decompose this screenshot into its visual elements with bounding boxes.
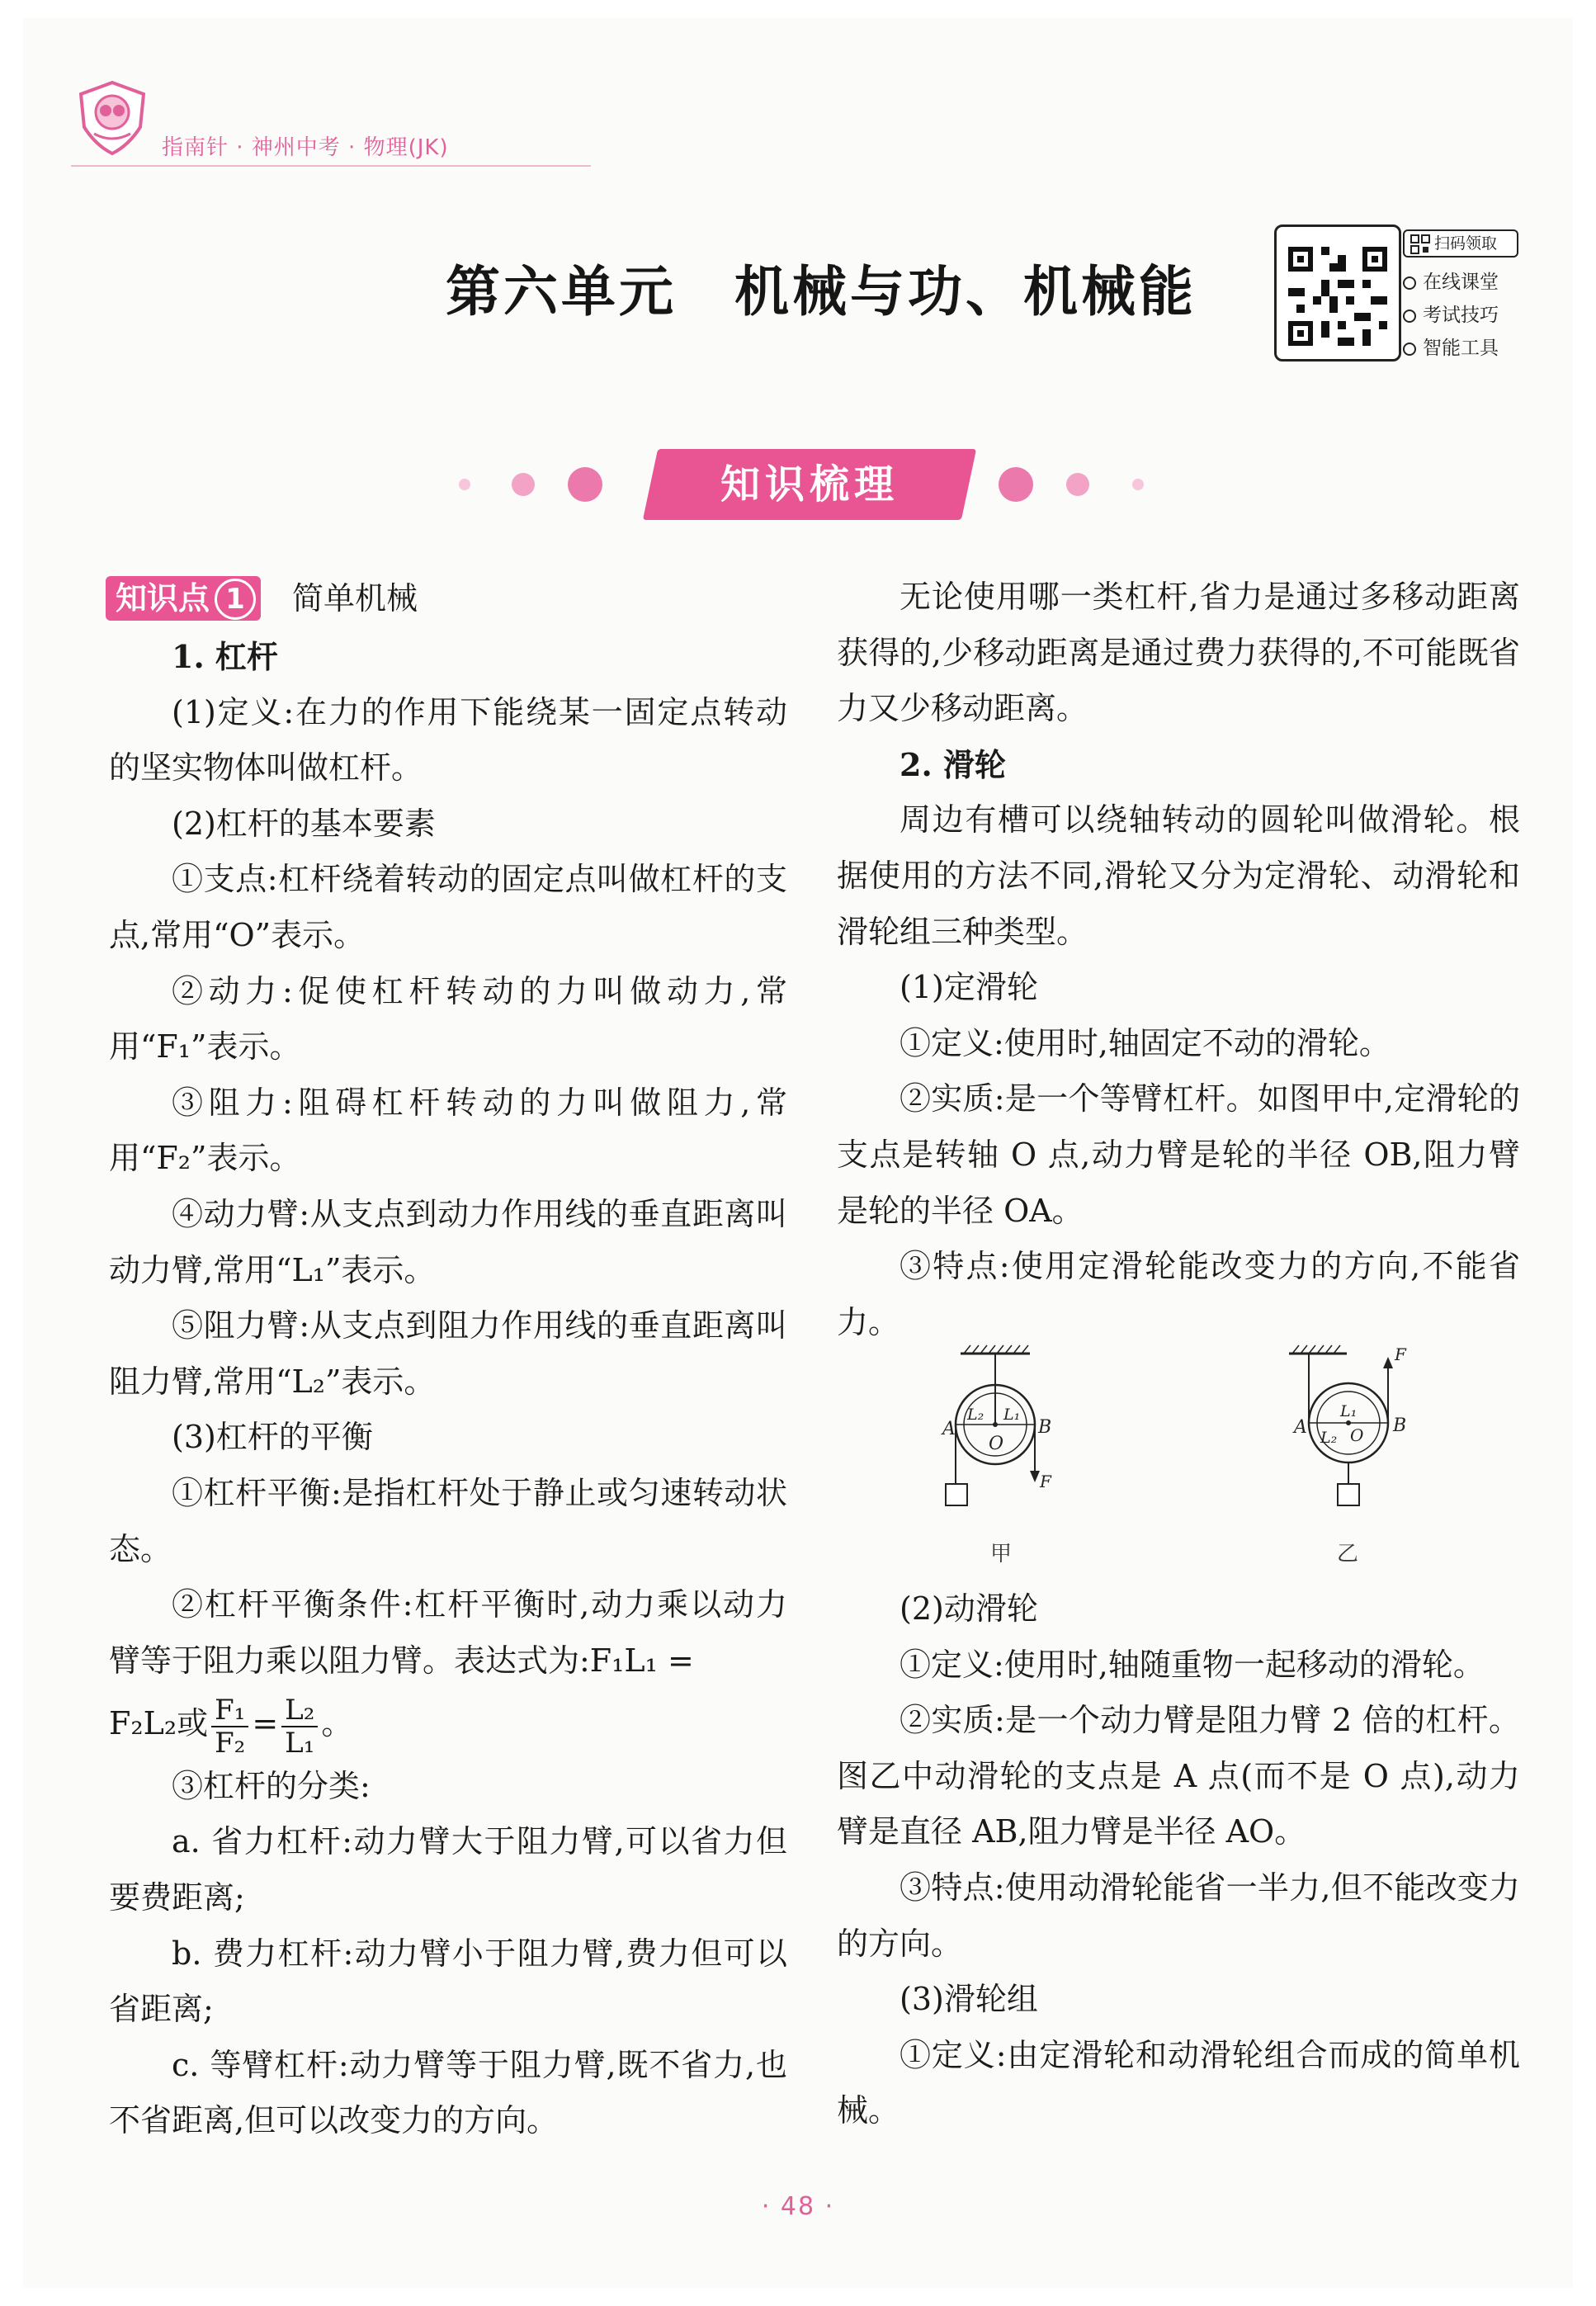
qr-feature-item: 智能工具: [1403, 332, 1499, 365]
paragraph: (1)定义:在力的作用下能绕某一固定点转动的坚实物体叫做杠杆。: [109, 693, 787, 787]
paragraph: ③阻力:阻碍杠杆转动的力叫做阻力,常用“F₂”表示。: [109, 1084, 787, 1177]
left-column: [109, 569, 787, 2149]
figure-caption-yi: 乙: [1337, 1542, 1359, 1566]
right-column-top: [837, 569, 1520, 1350]
qr-code[interactable]: [1274, 224, 1401, 361]
paragraph: ①定义:使用时,轴随重物一起移动的滑轮。: [900, 1646, 1485, 1683]
page-number: · 48 ·: [761, 2192, 835, 2221]
paragraph: c. 等臂杠杆:动力臂等于阻力臂,既不省力,也不省距离,但可以改变力的方向。: [109, 2046, 787, 2139]
section-banner: [446, 446, 1172, 528]
label-F: F: [1040, 1472, 1051, 1491]
knowledge-point-badge: 知识点 1: [106, 576, 261, 621]
decor-dot: [512, 473, 535, 496]
figure-caption-jia: 甲: [990, 1542, 1013, 1566]
label-L1: L₁: [1340, 1402, 1358, 1420]
qr-tag-label: 扫码领取: [1434, 234, 1498, 253]
paragraph: (1)定滑轮: [900, 969, 1038, 1006]
scan-icon: [1409, 234, 1431, 255]
series-title: 指南针 · 神州中考 · 物理(JK): [162, 135, 449, 160]
label-O: O: [989, 1434, 1004, 1454]
paragraph: a. 省力杠杆:动力臂大于阻力臂,可以省力但要费距离;: [109, 1823, 787, 1916]
publisher-logo: [71, 76, 153, 158]
decor-dot: [1132, 479, 1144, 490]
paragraph: (3)杠杆的平衡: [172, 1419, 373, 1456]
qr-pattern: [1288, 247, 1387, 346]
unit-title: [446, 248, 1197, 326]
paragraph: b. 费力杠杆:动力臂小于阻力臂,费力但可以省距离;: [109, 1935, 787, 2028]
paragraph: ①支点:杠杆绕着转动的固定点叫做杠杆的支点,常用“O”表示。: [109, 861, 787, 953]
paragraph: ⑤阻力臂:从支点到阻力作用线的垂直距离叫阻力臂,常用“L₂”表示。: [109, 1307, 787, 1400]
paragraph: ②实质:是一个等臂杠杆。如图甲中,定滑轮的支点是转轴 O 点,动力臂是轮的半径 OB,阻力臂是轮的半径 OA。: [837, 1080, 1520, 1229]
paragraph: 周边有槽可以绕轴转动的圆轮叫做滑轮。根据使用的方法不同,滑轮又分为定滑轮、动滑轮和滑轮组三种类型。: [837, 801, 1520, 950]
knowledge-point-heading: [109, 569, 787, 629]
label-O: O: [1350, 1425, 1364, 1445]
paragraph: (3)滑轮组: [900, 1981, 1038, 2018]
paragraph: ③特点:使用定滑轮能改变力的方向,不能省力。: [837, 1248, 1520, 1340]
qr-feature-list: [1403, 266, 1499, 365]
qr-feature-item: 考试技巧: [1403, 299, 1499, 332]
paragraph: ①定义:使用时,轴固定不动的滑轮。: [900, 1024, 1391, 1061]
paragraph: (2)杠杆的基本要素: [172, 805, 436, 842]
label-L1: L₁: [1003, 1406, 1021, 1424]
label-A: A: [1294, 1417, 1307, 1438]
label-A: A: [942, 1419, 956, 1439]
label-L2: L₂: [1320, 1429, 1338, 1447]
paragraph: ③杠杆的分类:: [172, 1767, 371, 1804]
label-B: B: [1393, 1415, 1407, 1436]
qr-scan-tag: [1403, 229, 1518, 258]
paragraph: ②实质:是一个动力臂是阻力臂 2 倍的杠杆。图乙中动滑轮的支点是 A 点(而不是 O 点),动力臂是直径 AB,阻力臂是半径 AO。: [837, 1702, 1520, 1850]
label-L2: L₂: [967, 1406, 985, 1424]
knowledge-point-number: 1: [215, 579, 256, 620]
label-F: F: [1395, 1344, 1406, 1364]
movable-pulley-diagram: [1281, 1335, 1429, 1533]
fraction: $\frac{\text{F₁}}{\text{F₂}}$: [211, 1694, 248, 1759]
circle-bullet-icon: [1403, 343, 1416, 356]
paragraph: ②杠杆平衡条件:杠杆平衡时,动力乘以动力臂等于阻力乘以阻力臂。表达式为:F₁L₁ =: [109, 1586, 787, 1679]
paragraph: (2)动滑轮: [900, 1590, 1038, 1627]
decor-dot: [459, 479, 470, 490]
paragraph: ①杠杆平衡:是指杠杆处于静止或匀速转动状态。: [109, 1474, 787, 1567]
pulley-heading: 2. 滑轮: [900, 745, 1006, 783]
balance-formula: F₂L₂或 $\frac{\text{F₁}}{\text{F₂}}$ = $\frac{\text{L₂}}{\text{L₁}}$ 。: [109, 1693, 353, 1760]
unit-number: 第六单元: [446, 260, 677, 324]
header-divider: [71, 165, 591, 167]
section-banner-title: 知识梳理: [720, 461, 899, 508]
circle-bullet-icon: [1403, 276, 1416, 290]
paragraph: ②动力:促使杠杆转动的力叫做动力,常用“F₁”表示。: [109, 972, 787, 1066]
circle-bullet-icon: [1403, 310, 1416, 323]
label-B: B: [1038, 1417, 1052, 1438]
unit-name: 机械与功、机械能: [734, 260, 1197, 324]
decor-dot: [999, 467, 1033, 502]
paragraph: ④动力臂:从支点到动力作用线的垂直距离叫动力臂,常用“L₁”表示。: [109, 1195, 787, 1288]
qr-feature-item: 在线课堂: [1403, 266, 1499, 299]
paragraph: ③特点:使用动滑轮能省一半力,但不能改变力的方向。: [837, 1869, 1520, 1962]
lever-heading: 1. 杠杆: [172, 638, 278, 675]
right-column-bottom: [837, 1581, 1520, 2139]
decor-dot: [568, 467, 602, 502]
decor-dot: [1066, 473, 1089, 496]
fraction: $\frac{\text{L₂}}{\text{L₁}}$: [281, 1694, 318, 1759]
fixed-pulley-diagram: [934, 1335, 1083, 1533]
paragraph: 无论使用哪一类杠杆,省力是通过多移动距离获得的,少移动距离是通过费力获得的,不可能既省力又少移动距离。: [837, 579, 1520, 727]
knowledge-point-title: 简单机械: [292, 580, 418, 617]
paragraph: ①定义:由定滑轮和动滑轮组合而成的简单机械。: [837, 2036, 1520, 2129]
